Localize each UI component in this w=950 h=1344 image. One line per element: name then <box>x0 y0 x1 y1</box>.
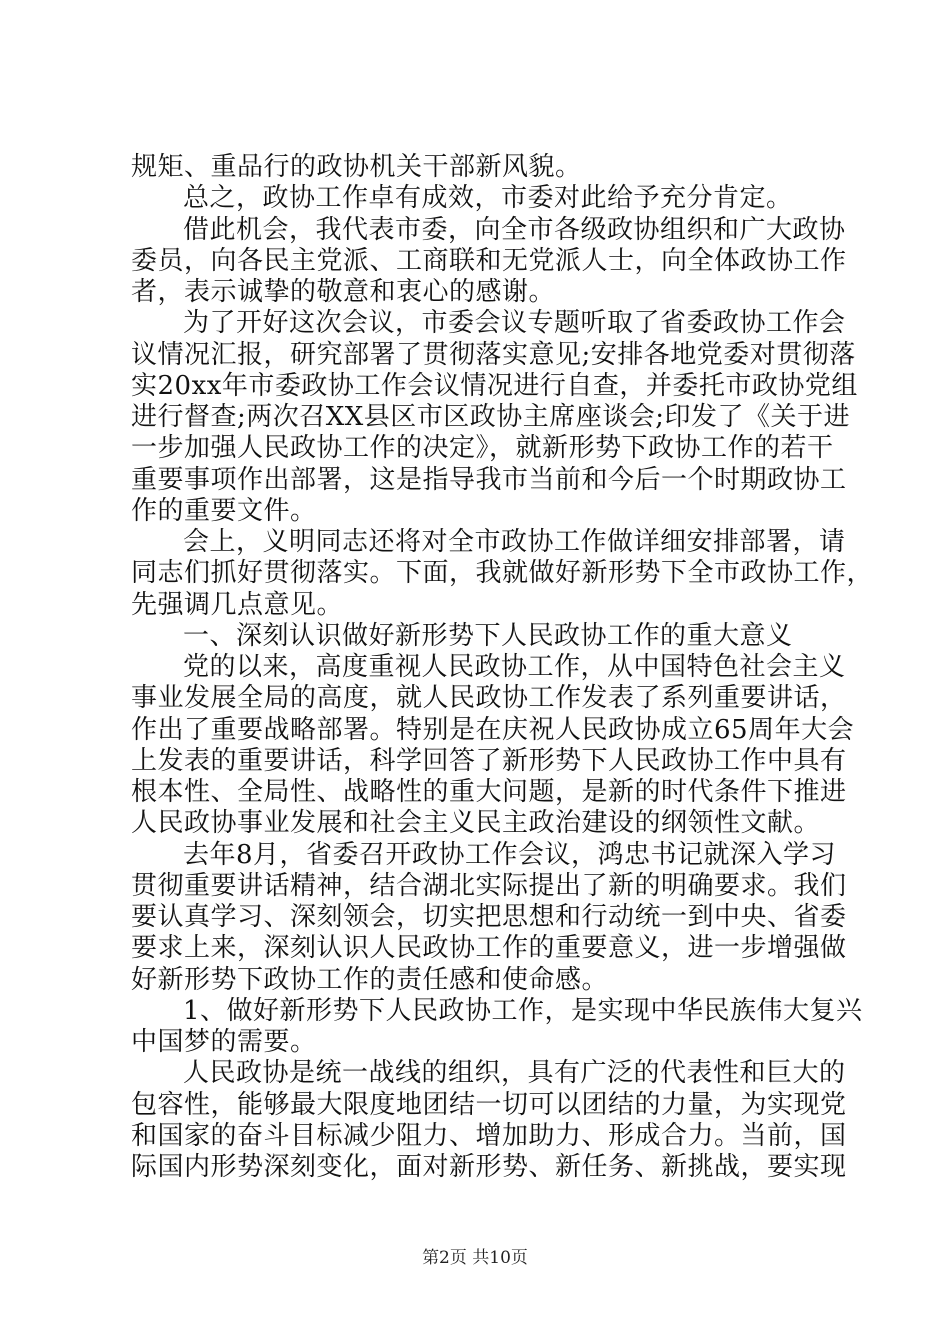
paragraph-line: 同志们抓好贯彻落实。下面，我就做好新形势下全市政协工作， <box>131 558 874 588</box>
paragraph-line: 事业发展全局的高度，就人民政协工作发表了系列重要讲话， <box>131 683 847 713</box>
paragraph-line: 一、深刻认识做好新形势下人民政协工作的重大意义 <box>183 621 793 651</box>
paragraph-line: 要求上来，深刻认识人民政协工作的重要意义，进一步增强做 <box>131 933 847 963</box>
paragraph-line: 借此机会，我代表市委，向全市各级政协组织和广大政协 <box>183 215 846 245</box>
paragraph-line: 规矩、重品行的政协机关干部新风貌。 <box>131 152 582 182</box>
paragraph-line: 总之，政协工作卓有成效，市委对此给予充分肯定。 <box>183 183 793 213</box>
paragraph-line: 实20xx年市委政协工作会议情况进行自查，并委托市政协党组 <box>131 371 858 401</box>
paragraph-line: 者，表示诚挚的敬意和衷心的感谢。 <box>131 277 556 307</box>
paragraph-line: 1、做好新形势下人民政协工作，是实现中华民族伟大复兴 <box>183 996 863 1026</box>
paragraph-line: 党的以来，高度重视人民政协工作，从中国特色社会主义 <box>183 652 846 682</box>
paragraph-line: 根本性、全局性、战略性的重大问题，是新的时代条件下推进 <box>131 777 847 807</box>
page-footer: 第2页 共10页 <box>422 1248 528 1268</box>
paragraph-line: 际国内形势深刻变化，面对新形势、新任务、新挑战，要实现 <box>131 1152 847 1182</box>
paragraph-line: 人民政协事业发展和社会主义民主政治建设的纲领性文献。 <box>131 808 821 838</box>
paragraph-line: 一步加强人民政协工作的决定》，就新形势下政协工作的若干 <box>131 433 834 463</box>
paragraph-line: 进行督查;两次召XX县区市区政协主席座谈会;印发了《关于进 <box>131 402 851 432</box>
paragraph-line: 去年8月，省委召开政协工作会议，鸿忠书记就深入学习 <box>183 840 837 870</box>
paragraph-line: 贯彻重要讲话精神，结合湖北实际提出了新的明确要求。我们 <box>131 871 847 901</box>
paragraph-line: 和国家的奋斗目标减少阻力、增加助力、形成合力。当前，国 <box>131 1121 847 1151</box>
paragraph-line: 要认真学习、深刻领会，切实把思想和行动统一到中央、省委 <box>131 902 847 932</box>
paragraph-line: 上发表的重要讲话，科学回答了新形势下人民政协工作中具有 <box>131 746 847 776</box>
paragraph-line: 议情况汇报，研究部署了贯彻落实意见;安排各地党委对贯彻落 <box>131 340 856 370</box>
paragraph-line: 中国梦的需要。 <box>131 1027 317 1057</box>
paragraph-line: 包容性，能够最大限度地团结一切可以团结的力量，为实现党 <box>131 1090 847 1120</box>
paragraph-line: 委员，向各民主党派、工商联和无党派人士，向全体政协工作 <box>131 246 847 276</box>
paragraph-line: 作的重要文件。 <box>131 496 317 526</box>
paragraph-line: 好新形势下政协工作的责任感和使命感。 <box>131 965 609 995</box>
paragraph-line: 作出了重要战略部署。特别是在庆祝人民政协成立65周年大会 <box>131 715 855 745</box>
paragraph-line: 为了开好这次会议，市委会议专题听取了省委政协工作会 <box>183 308 846 338</box>
paragraph-line: 人民政协是统一战线的组织，具有广泛的代表性和巨大的 <box>183 1058 846 1088</box>
paragraph-line: 先强调几点意见。 <box>131 590 344 620</box>
paragraph-line: 重要事项作出部署，这是指导我市当前和今后一个时期政协工 <box>131 465 847 495</box>
paragraph-line: 会上，义明同志还将对全市政协工作做详细安排部署，请 <box>183 527 846 557</box>
